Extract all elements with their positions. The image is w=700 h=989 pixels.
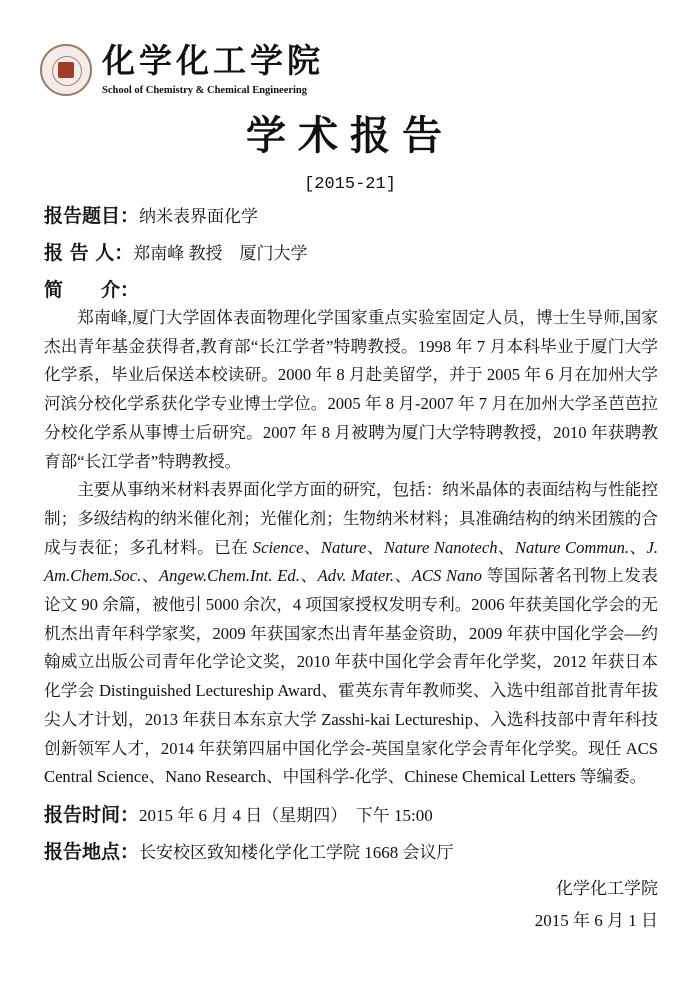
bio-text: 、 (497, 537, 515, 557)
bio-text: 、 (629, 537, 647, 557)
journal-name: ACS Nano (411, 566, 482, 586)
signature-org: 化学化工学院 (556, 878, 658, 898)
place-value: 长安校区致知楼化学化工学院 1668 会议厅 (139, 842, 454, 862)
time-label: 报告时间： (44, 803, 140, 826)
topic-value: 纳米表界面化学 (139, 207, 259, 226)
school-seal-icon (40, 44, 92, 96)
bio-text: 、 (394, 566, 412, 586)
bio-text: 等国际著名刊物上发表论文 90 余篇，被他引 5000 余次，4 项国家授权发明专利。2006 年获美国化学会的无机杰出青年科学家奖，2009 年获国家杰出青年基金资助，2009 年获中国化学会—约翰威立出版公司青年化学论文奖，2010 年获中国化学会青年化学奖，2012 年获日本化学会 Distinguished Lectureship Award、霍英东青年教师奖、入选中组部首批青年拔尖人才计划，2013 年获日本东京大学 Zasshi-kai Lectureship、入选科技部中青年科技创新领军人才，2014 年获第四届中国化学会-英国皇家化学会青年化学奖。现任 ACS Central Science、Nano Research、中国科学-化学、Chinese Chemical Letters 等编委。 (44, 566, 658, 787)
intro-label: 简 介： (44, 279, 140, 301)
journal-name: Adv. Mater. (317, 566, 394, 586)
bio-text: 、 (303, 537, 321, 557)
bio-text: 、 (299, 566, 318, 586)
page-title: 学术报告 (246, 112, 454, 159)
logo-name-en: School of Chemistry & Chemical Engineering (102, 85, 308, 96)
time-value: 2015 年 6 月 4 日（星期四） 下午 15:00 (139, 805, 433, 825)
speaker-value: 郑南峰 教授 厦门大学 (133, 244, 308, 263)
journal-name: Angew.Chem.Int. Ed. (159, 566, 300, 586)
journal-name: Science (252, 537, 304, 557)
report-number: [2015-21] (304, 175, 396, 194)
bio-text: 主要从事纳米材料表界面化学方面的研究，包括：纳米晶体的表面结构与性能控制；多级结构的纳米催化剂；光催化剂；生物纳米材料；具准确结构的纳米团簇的合成与表征；多孔材料。已在 (44, 480, 658, 557)
bio-text: 、 (141, 566, 160, 586)
journal-name: Nature (320, 537, 367, 557)
bio-paragraph-2 (44, 476, 658, 792)
journal-name: Nature Commun. (514, 537, 630, 557)
speaker-field (44, 240, 658, 267)
topic-field (44, 203, 658, 230)
place-field (44, 839, 658, 866)
journal-name: Nature Nanotech (383, 537, 498, 557)
journal-name: J. Am.Chem.Soc. (44, 537, 659, 586)
speaker-label: 报 告 人： (44, 242, 134, 264)
bio-paragraph-1: 郑南峰,厦门大学固体表面物理化学国家重点实验室固定人员，博士生导师,国家杰出青年基金获得者,教育部“长江学者”特聘教授。1998 年 7 月本科毕业于厦门大学化学系，毕业后保送本校读研。2000 年 8 月赴美留学，并于 2005 年 6 月在加州大学河滨分校化学系获化学专业博士学位。2005 年 8 月-2007 年 7 月在加州大学圣芭芭拉分校化学系从事博士后研究。2007 年 8 月被聘为厦门大学特聘教授，2010 年获聘教育部“长江学者”特聘教授。 (44, 308, 658, 471)
time-field (44, 802, 658, 829)
topic-label: 报告题目： (44, 205, 140, 227)
signature-date: 2015 年 6 月 1 日 (534, 910, 658, 930)
logo-name-cn: 化学化工学院 (102, 41, 324, 80)
place-label: 报告地点： (44, 840, 140, 863)
bio-text: 、 (366, 537, 384, 557)
document-body (44, 203, 658, 942)
intro-field (44, 277, 658, 304)
school-logo (40, 41, 324, 104)
